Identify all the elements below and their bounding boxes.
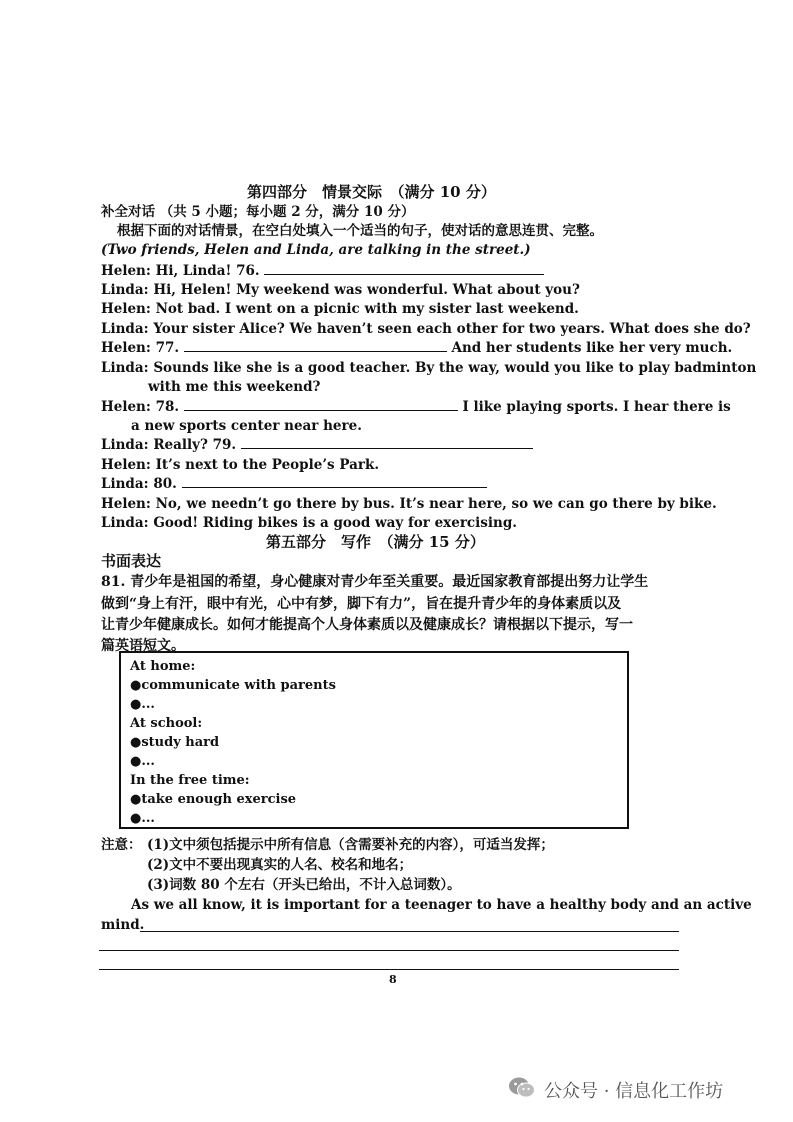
note-3: (3)词数 80 个左右（开头已给出，不计入总词数）。 <box>147 877 461 893</box>
hint-at-school: At school: <box>130 716 203 731</box>
page-number: 8 <box>389 973 397 986</box>
dialogue-line-12: Linda: Good! Riding bikes is a good way for exercising. <box>101 515 517 531</box>
answer-blank-77[interactable] <box>184 339 447 352</box>
answer-blank-78[interactable] <box>184 398 458 411</box>
watermark-text: 公众号 · 信息化工作坊 <box>544 1081 724 1102</box>
dialogue-line-5: Helen: 77. And her students like her very much. <box>101 340 733 356</box>
part4-subtitle: 补全对话 （共 5 小题；每小题 2 分，满分 10 分） <box>101 204 415 220</box>
part5-subtitle: 书面表达 <box>101 552 162 570</box>
dialogue-line-7: Helen: 78. I like playing sports. I hear there is <box>101 399 731 415</box>
dialogue-line-6-cont: with me this weekend? <box>148 379 321 395</box>
part4-scenario: (Two friends, Helen and Linda, are talking in the street.) <box>101 242 531 258</box>
writing-line[interactable] <box>140 931 679 932</box>
prompt-line-2: 做到“身上有汗，眼中有光，心中有梦，脚下有力”，旨在提升青少年的身体素质以及 <box>101 596 622 612</box>
part4-title: 第四部分 情景交际 （满分 10 分） <box>247 183 496 201</box>
prompt-line-3: 让青少年健康成长。如何才能提高个人身体素质以及健康成长？请根据以下提示，写一 <box>101 617 633 633</box>
notes-label: 注意： <box>101 837 142 853</box>
hint-item: ●study hard <box>130 735 220 750</box>
dialogue-line-4: Linda: Your sister Alice? We haven’t seen each other for two years. What does she do? <box>101 321 751 337</box>
dialogue-line-6: Linda: Sounds like she is a good teacher. By the way, would you like to play badminton <box>101 360 757 376</box>
dialogue-line-2: Linda: Hi, Helen! My weekend was wonderful. What about you? <box>101 282 580 298</box>
dialogue-line-10: Linda: 80. <box>101 475 487 493</box>
part5-title: 第五部分 写作 （满分 15 分） <box>266 533 485 551</box>
note-2: (2)文中不要出现真实的人名、校名和地名； <box>147 857 413 873</box>
dialogue-line-9: Helen: It’s next to the People’s Park. <box>101 457 380 473</box>
dialogue-line-11: Helen: No, we needn’t go there by bus. It’s near here, so we can go there by bike. <box>101 496 717 512</box>
hint-item: ●communicate with parents <box>130 678 336 693</box>
writing-line[interactable] <box>99 950 679 951</box>
note-1: (1)文中须包括提示中所有信息（含需要补充的内容），可适当发挥； <box>147 837 554 853</box>
answer-blank-79[interactable] <box>241 436 533 449</box>
hint-item: ●... <box>130 754 155 769</box>
essay-opening-line-2: mind. <box>101 917 145 933</box>
dialogue-line-8: Linda: Really? 79. <box>101 436 533 454</box>
wechat-icon <box>508 1076 536 1105</box>
hint-box <box>119 651 629 829</box>
dialogue-line-7-cont: a new sports center near here. <box>131 418 362 434</box>
dialogue-line-3: Helen: Not bad. I went on a picnic with my sister last weekend. <box>101 301 579 317</box>
watermark <box>508 1074 723 1106</box>
hint-free-time: In the free time: <box>130 773 250 788</box>
hint-at-home: At home: <box>130 659 196 674</box>
hint-item: ●take enough exercise <box>130 792 297 807</box>
part4-instruction: 根据下面的对话情景，在空白处填入一个适当的句子，使对话的意思连贯、完整。 <box>117 223 603 239</box>
writing-line[interactable] <box>99 969 679 970</box>
answer-blank-80[interactable] <box>182 475 487 488</box>
hint-item: ●... <box>130 697 155 712</box>
hint-item: ●... <box>130 811 155 826</box>
prompt-line-1: 81. 青少年是祖国的希望，身心健康对青少年至关重要。最近国家教育部提出努力让学生 <box>101 574 649 590</box>
answer-blank-76[interactable] <box>264 262 544 275</box>
dialogue-line-1: Helen: Hi, Linda! 76. <box>101 262 544 280</box>
prompt-line-4: 篇英语短文。 <box>101 638 185 654</box>
essay-opening-line-1: As we all know, it is important for a teenager to have a healthy body and an active <box>131 897 752 913</box>
